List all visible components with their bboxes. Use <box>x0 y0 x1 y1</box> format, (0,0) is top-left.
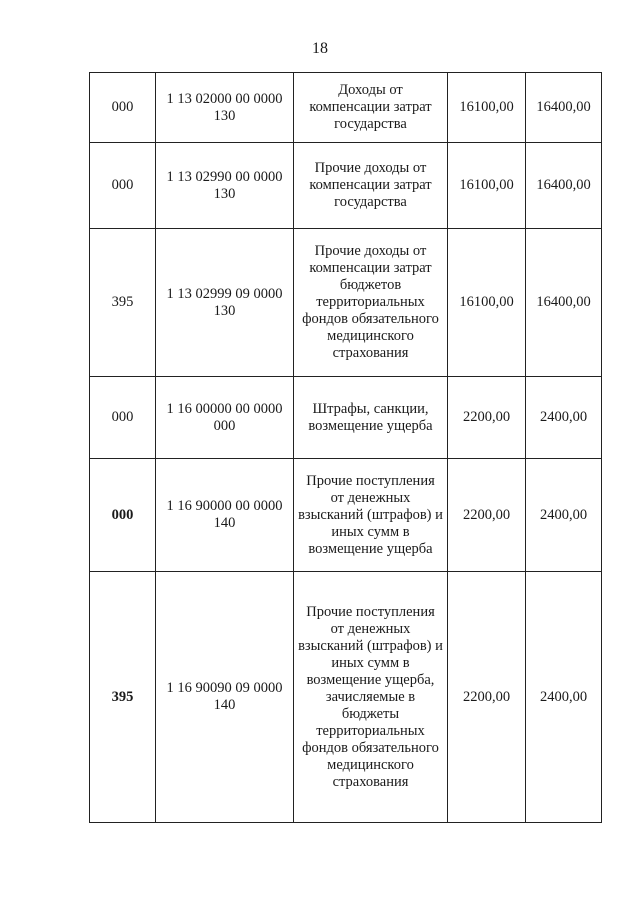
table-row <box>90 229 602 377</box>
admin-code-cell: 000 <box>90 377 156 459</box>
kbk-code-cell: 1 13 02000 00 0000 130 <box>156 73 294 143</box>
table-row <box>90 459 602 572</box>
admin-code-cell: 000 <box>90 459 156 572</box>
revenue-name-cell: Прочие доходы от компенсации затрат бюджетов территориальных фондов обязательного медицинского страхования <box>294 229 448 377</box>
sum-year2-cell: 16400,00 <box>526 229 602 377</box>
sum-year1-cell: 16100,00 <box>448 73 526 143</box>
sum-year2-cell: 2400,00 <box>526 377 602 459</box>
table-row <box>90 572 602 823</box>
sum-year1-cell: 16100,00 <box>448 229 526 377</box>
sum-year2-cell: 2400,00 <box>526 459 602 572</box>
kbk-code-cell: 1 13 02999 09 0000 130 <box>156 229 294 377</box>
table-row <box>90 73 602 143</box>
kbk-code-cell: 1 16 90000 00 0000 140 <box>156 459 294 572</box>
admin-code-cell: 395 <box>90 229 156 377</box>
revenue-name-cell: Прочие доходы от компенсации затрат государства <box>294 143 448 229</box>
table-row <box>90 143 602 229</box>
sum-year1-cell: 2200,00 <box>448 572 526 823</box>
admin-code-cell: 000 <box>90 73 156 143</box>
budget-revenue-table <box>89 72 602 823</box>
kbk-code-cell: 1 16 90090 09 0000 140 <box>156 572 294 823</box>
sum-year1-cell: 2200,00 <box>448 459 526 572</box>
kbk-code-cell: 1 16 00000 00 0000 000 <box>156 377 294 459</box>
sum-year2-cell: 16400,00 <box>526 143 602 229</box>
sum-year2-cell: 16400,00 <box>526 73 602 143</box>
page-number: 18 <box>312 40 328 57</box>
revenue-name-cell: Прочие поступления от денежных взысканий (штрафов) и иных сумм в возмещение ущерба <box>294 459 448 572</box>
revenue-name-cell: Доходы от компенсации затрат государства <box>294 73 448 143</box>
admin-code-cell: 395 <box>90 572 156 823</box>
admin-code-cell: 000 <box>90 143 156 229</box>
revenue-name-cell: Прочие поступления от денежных взысканий (штрафов) и иных сумм в возмещение ущерба, зачисляемые в бюджеты территориальных фондов обязательного медицинского страхования <box>294 572 448 823</box>
sum-year2-cell: 2400,00 <box>526 572 602 823</box>
revenue-name-cell: Штрафы, санкции, возмещение ущерба <box>294 377 448 459</box>
table-row <box>90 377 602 459</box>
kbk-code-cell: 1 13 02990 00 0000 130 <box>156 143 294 229</box>
sum-year1-cell: 2200,00 <box>448 377 526 459</box>
sum-year1-cell: 16100,00 <box>448 143 526 229</box>
